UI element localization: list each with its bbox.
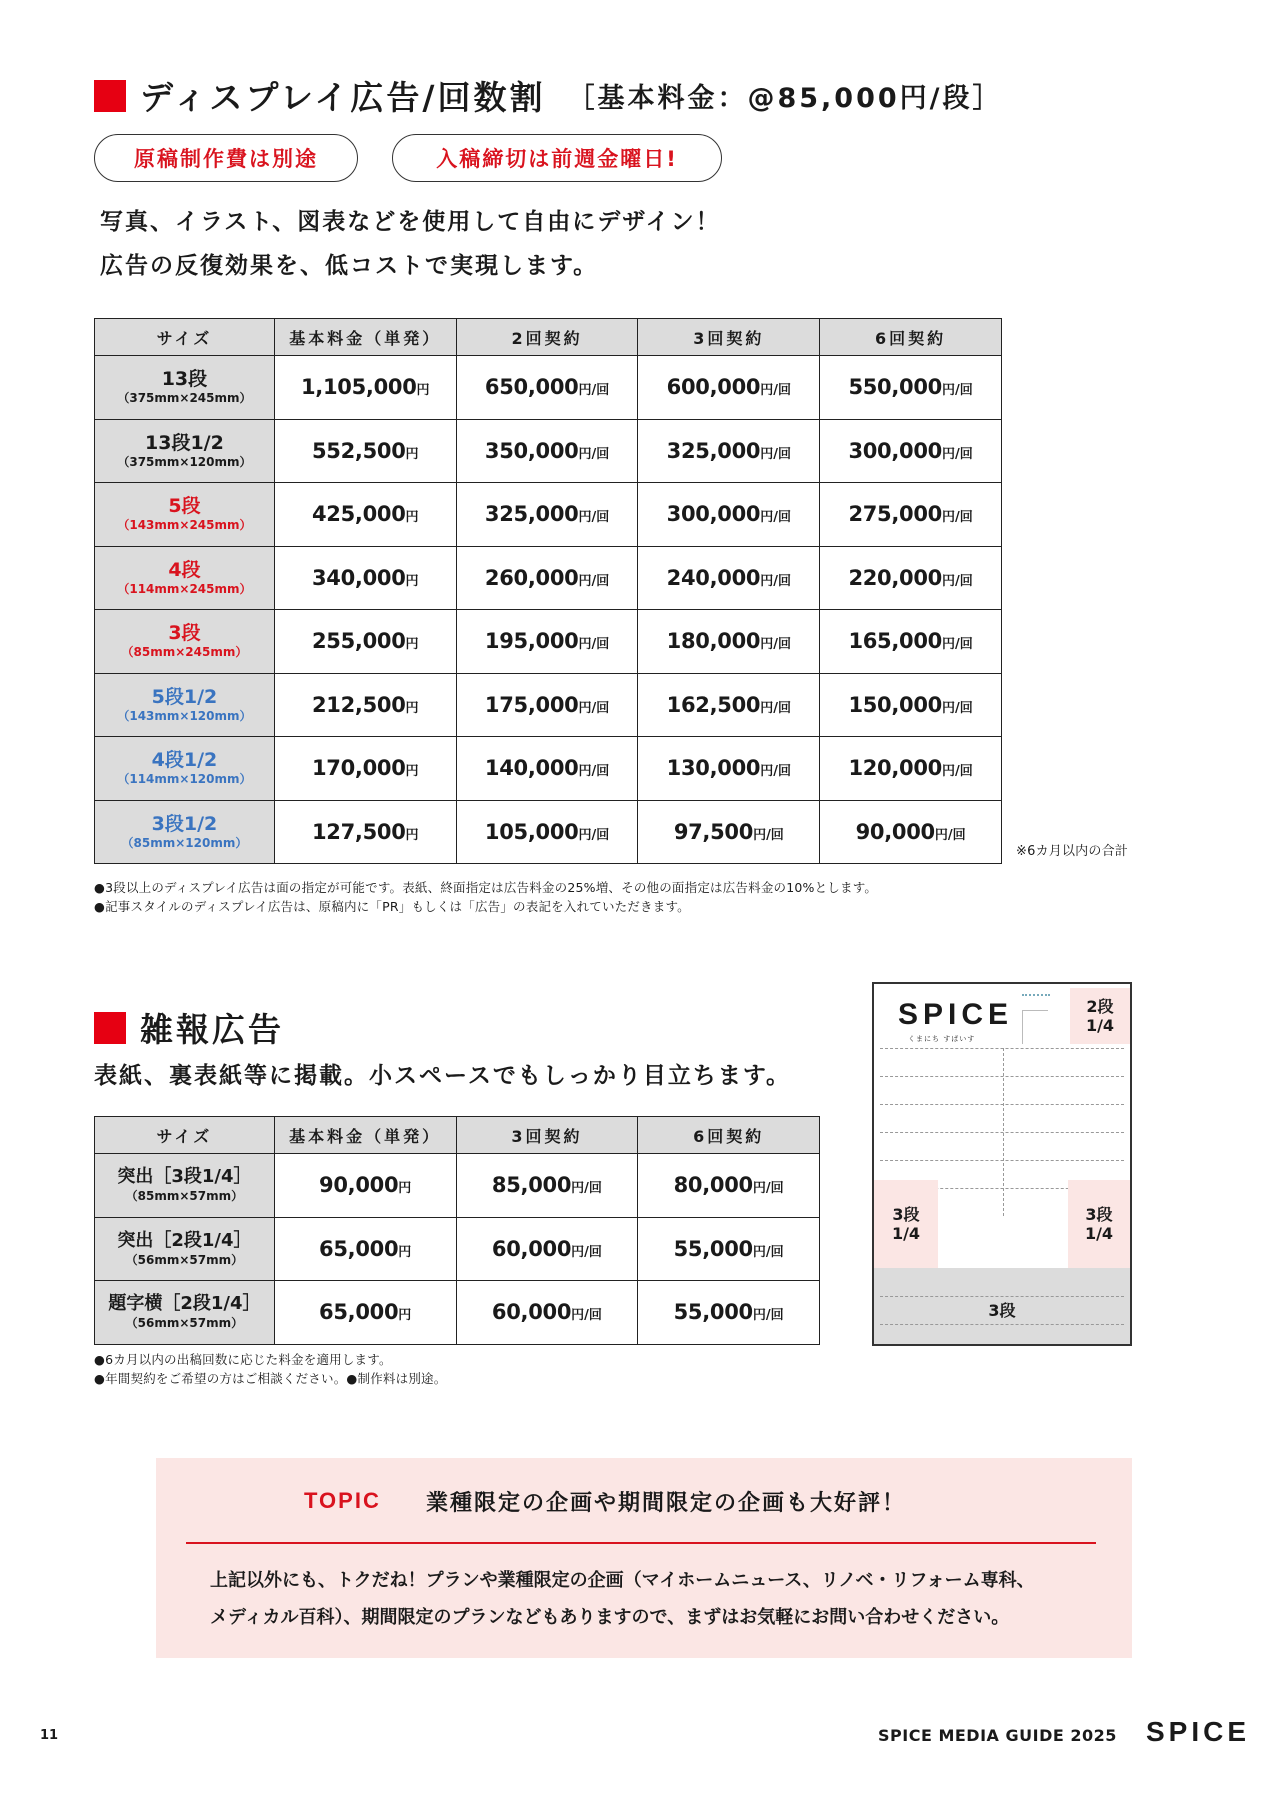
price-unit: 円/回 — [942, 764, 973, 780]
size-dimensions: （85mm×57mm） — [125, 1189, 244, 1204]
footer-guide-title: SPICE MEDIA GUIDE 2025 — [878, 1726, 1117, 1745]
price-value: 240,000 — [666, 565, 761, 590]
col-header: 基本料金（単発） — [274, 1117, 456, 1154]
price-unit: 円 — [416, 383, 430, 399]
price-cell — [638, 356, 820, 420]
price-cell — [456, 800, 638, 864]
price-value: 275,000 — [848, 502, 942, 527]
price-cell — [638, 610, 820, 674]
price-cell — [456, 737, 638, 801]
price-cell — [456, 1281, 638, 1345]
slot-3dan-label: 3段 — [988, 1301, 1016, 1320]
table-row — [95, 1154, 820, 1218]
price-value: 127,500 — [311, 819, 406, 844]
price-unit: 円/回 — [760, 764, 791, 780]
topic-body-line: メディカル百科）、期間限定のプランなどもありますので、まずはお気軽にお問い合わせください。 — [210, 1607, 1010, 1628]
price-cell — [456, 483, 638, 547]
topic-divider — [186, 1542, 1096, 1544]
lead-line: 広告の反復効果を、低コストで実現します。 — [100, 253, 599, 279]
price-cell — [820, 800, 1002, 864]
size-name: 3段1/2 — [151, 812, 218, 835]
price-unit: 円 — [405, 827, 419, 843]
price-cell — [638, 1217, 820, 1281]
price-cell — [274, 673, 456, 737]
price-cell — [456, 356, 638, 420]
size-name: 4段1/2 — [151, 749, 218, 772]
price-value: 130,000 — [666, 756, 761, 781]
misc-ad-price-table — [94, 1116, 820, 1345]
size-name: 題字横［2段1/4］ — [108, 1293, 261, 1315]
size-dimensions: （375mm×245mm） — [117, 391, 252, 406]
price-cell — [274, 737, 456, 801]
col-header: 6回契約 — [638, 1117, 820, 1154]
price-value: 260,000 — [484, 565, 579, 590]
price-cell — [638, 546, 820, 610]
price-cell — [456, 419, 638, 483]
table-row — [95, 546, 1002, 610]
price-cell — [456, 1154, 638, 1218]
price-value: 325,000 — [484, 502, 579, 527]
lead-line: 写真、イラスト、図表などを使用して自由にデザイン！ — [100, 209, 721, 235]
price-cell — [274, 1281, 456, 1345]
price-unit: 円/回 — [578, 383, 610, 399]
topic-body-line: 上記以外にも、トクだね！プランや業種限定の企画（マイホームニュース、リノベ・リフォーム専科、 — [210, 1570, 1035, 1591]
size-name: 3段 — [168, 622, 201, 645]
price-value: 85,000 — [491, 1173, 572, 1198]
table-row — [95, 610, 1002, 674]
size-dimensions: （85mm×245mm） — [121, 645, 248, 660]
section2-lead: 表紙、裏表紙等に掲載。小スペースでもしっかり目立ちます。 — [94, 1063, 792, 1089]
size-dimensions: （375mm×120mm） — [117, 454, 252, 469]
price-value: 650,000 — [484, 375, 579, 400]
six-month-note: ※6カ月以内の合計 — [1016, 844, 1128, 859]
price-cell — [638, 419, 820, 483]
price-value: 65,000 — [319, 1300, 399, 1325]
price-value: 60,000 — [491, 1236, 572, 1261]
price-cell — [274, 610, 456, 674]
price-unit: 円/回 — [760, 637, 791, 653]
price-value: 55,000 — [673, 1236, 753, 1261]
price-cell — [456, 610, 638, 674]
size-cell — [95, 610, 275, 674]
price-unit: 円/回 — [942, 637, 973, 653]
size-dimensions: （143mm×120mm） — [117, 708, 252, 723]
size-cell — [95, 1154, 275, 1218]
section1-lead — [100, 200, 721, 288]
price-value: 150,000 — [848, 692, 942, 717]
table-header-row — [95, 1117, 820, 1154]
price-unit: 円/回 — [942, 700, 973, 716]
price-cell — [274, 483, 456, 547]
price-unit: 円/回 — [942, 573, 973, 589]
table-row — [95, 419, 1002, 483]
size-cell — [95, 546, 275, 610]
section1-title: ディスプレイ広告/回数割 — [140, 78, 546, 117]
price-value: 340,000 — [311, 565, 406, 590]
col-header: サイズ — [95, 319, 275, 356]
price-value: 255,000 — [311, 629, 406, 654]
price-unit: 円/回 — [578, 827, 610, 843]
price-unit: 円/回 — [578, 764, 610, 780]
price-unit: 円/回 — [760, 573, 791, 589]
price-cell — [820, 356, 1002, 420]
display-ad-price-table — [94, 318, 1002, 864]
production-fee-pill: 原稿制作費は別途 — [94, 134, 358, 182]
size-name: 13段1/2 — [145, 431, 224, 454]
price-value: 105,000 — [484, 819, 579, 844]
col-header: サイズ — [95, 1117, 275, 1154]
price-cell — [274, 800, 456, 864]
topic-label: TOPIC — [304, 1488, 381, 1513]
price-value: 425,000 — [311, 502, 406, 527]
price-value: 300,000 — [666, 502, 761, 527]
size-name: 5段1/2 — [151, 685, 218, 708]
size-cell — [95, 1281, 275, 1345]
price-unit: 円/回 — [571, 1244, 602, 1260]
price-cell — [638, 800, 820, 864]
section2-title: 雑報広告 — [140, 1010, 284, 1049]
page-layout-diagram — [872, 982, 1132, 1346]
section2-notes — [94, 1350, 446, 1388]
price-value: 60,000 — [491, 1300, 572, 1325]
price-value: 220,000 — [848, 565, 942, 590]
page-number: 11 — [40, 1728, 59, 1743]
size-cell — [95, 673, 275, 737]
price-unit: 円 — [405, 764, 419, 780]
price-unit: 円/回 — [752, 1244, 784, 1260]
price-cell — [820, 673, 1002, 737]
diagram-logo: SPICE — [898, 998, 1014, 1031]
price-unit: 円 — [405, 510, 419, 526]
price-unit: 円 — [405, 446, 419, 462]
price-value: 90,000 — [855, 819, 935, 844]
price-value: 1,105,000 — [301, 375, 417, 400]
price-unit: 円/回 — [578, 637, 610, 653]
topic-body — [210, 1562, 1035, 1636]
price-unit: 円/回 — [942, 510, 973, 526]
price-cell — [820, 737, 1002, 801]
size-cell — [95, 483, 275, 547]
price-cell — [274, 1154, 456, 1218]
table-row — [95, 737, 1002, 801]
price-unit: 円/回 — [760, 383, 791, 399]
col-header: 3回契約 — [456, 1117, 638, 1154]
price-value: 195,000 — [484, 629, 579, 654]
section-marker — [94, 1012, 126, 1044]
size-name: 突出［2段1/4］ — [117, 1229, 252, 1251]
price-value: 120,000 — [848, 756, 942, 781]
diagram-tagline: くまにち すぱいす — [908, 1035, 976, 1043]
price-unit: 円/回 — [571, 1308, 602, 1324]
diagram-masthead-info — [1022, 1010, 1048, 1044]
price-cell — [274, 356, 456, 420]
size-cell — [95, 356, 275, 420]
size-name: 5段 — [168, 495, 201, 518]
price-cell — [820, 610, 1002, 674]
price-unit: 円/回 — [578, 573, 610, 589]
price-cell — [274, 1217, 456, 1281]
size-name: 突出［3段1/4］ — [117, 1166, 252, 1188]
price-value: 80,000 — [673, 1173, 753, 1198]
price-cell — [274, 546, 456, 610]
price-unit: 円/回 — [760, 510, 791, 526]
price-unit: 円 — [398, 1244, 412, 1260]
price-unit: 円/回 — [934, 827, 966, 843]
price-value: 97,500 — [673, 819, 754, 844]
price-unit: 円 — [398, 1308, 412, 1324]
size-dimensions: （114mm×245mm） — [117, 581, 252, 596]
col-header: 3回契約 — [638, 319, 820, 356]
price-cell — [456, 546, 638, 610]
note-line: ●3段以上のディスプレイ広告は面の指定が可能です。表紙、終面指定は広告料金の25%増、その他の面指定は広告料金の10%とします。 — [94, 880, 878, 895]
topic-box — [156, 1458, 1132, 1658]
price-unit: 円 — [398, 1181, 412, 1197]
price-value: 65,000 — [319, 1236, 399, 1261]
price-cell — [820, 419, 1002, 483]
size-cell — [95, 419, 275, 483]
slot-2dan-quarter-top-right: 2段 1/4 — [1070, 988, 1130, 1044]
price-value: 140,000 — [484, 756, 579, 781]
price-value: 300,000 — [848, 438, 942, 463]
price-cell — [820, 546, 1002, 610]
price-unit: 円/回 — [578, 446, 610, 462]
price-cell — [274, 419, 456, 483]
price-value: 55,000 — [673, 1300, 753, 1325]
price-unit: 円/回 — [753, 827, 784, 843]
note-line: ●記事スタイルのディスプレイ広告は、原稿内に「PR」もしくは「広告」の表記を入れていただきます。 — [94, 899, 690, 914]
price-unit: 円/回 — [752, 1181, 784, 1197]
price-unit: 円/回 — [942, 446, 973, 462]
table-row — [95, 1217, 820, 1281]
price-value: 175,000 — [484, 692, 579, 717]
price-value: 552,500 — [311, 438, 406, 463]
price-unit: 円 — [405, 700, 419, 716]
size-name: 4段 — [168, 558, 201, 581]
table-row — [95, 356, 1002, 420]
size-cell — [95, 1217, 275, 1281]
price-unit: 円/回 — [760, 446, 791, 462]
price-unit: 円/回 — [578, 700, 610, 716]
section1-notes — [94, 878, 1094, 916]
price-value: 165,000 — [848, 629, 942, 654]
col-header: 6回契約 — [820, 319, 1002, 356]
price-value: 180,000 — [666, 629, 761, 654]
size-cell — [95, 800, 275, 864]
size-dimensions: （56mm×57mm） — [125, 1252, 244, 1267]
section1-heading — [94, 72, 1003, 119]
price-unit: 円/回 — [942, 383, 973, 399]
price-cell — [638, 483, 820, 547]
size-dimensions: （56mm×57mm） — [125, 1316, 244, 1331]
topic-title: 業種限定の企画や期間限定の企画も大好評！ — [426, 1491, 907, 1516]
size-dimensions: （143mm×245mm） — [117, 518, 252, 533]
table-row — [95, 1281, 820, 1345]
price-unit: 円 — [405, 637, 419, 653]
table-row — [95, 483, 1002, 547]
price-cell — [638, 673, 820, 737]
price-cell — [638, 1154, 820, 1218]
price-cell — [638, 737, 820, 801]
price-unit: 円/回 — [752, 1308, 784, 1324]
col-header: 2回契約 — [456, 319, 638, 356]
diagram-masthead-decoration — [1022, 994, 1050, 1008]
price-value: 350,000 — [484, 438, 579, 463]
section1-subtitle: ［基本料金：@85,000円/段］ — [567, 83, 1003, 114]
deadline-pill: 入稿締切は前週金曜日! — [392, 134, 722, 182]
section2-heading — [94, 1004, 284, 1051]
table-row — [95, 673, 1002, 737]
table-row — [95, 800, 1002, 864]
price-value: 162,500 — [666, 692, 761, 717]
price-unit: 円/回 — [578, 510, 610, 526]
section-marker — [94, 80, 126, 112]
price-value: 90,000 — [319, 1173, 399, 1198]
slot-3dan-quarter-left: 3段 1/4 — [874, 1180, 938, 1268]
price-value: 550,000 — [848, 375, 942, 400]
price-unit: 円 — [405, 573, 419, 589]
note-line: ●6カ月以内の出稿回数に応じた料金を適用します。 — [94, 1352, 392, 1367]
col-header: 基本料金（単発） — [274, 319, 456, 356]
slot-3dan-quarter-right: 3段 1/4 — [1068, 1180, 1130, 1268]
price-unit: 円/回 — [571, 1181, 602, 1197]
price-cell — [820, 483, 1002, 547]
size-dimensions: （85mm×120mm） — [121, 835, 248, 850]
price-unit: 円/回 — [760, 700, 791, 716]
footer-logo: SPICE — [1146, 1716, 1251, 1747]
price-value: 212,500 — [311, 692, 406, 717]
price-cell — [456, 673, 638, 737]
size-dimensions: （114mm×120mm） — [117, 772, 252, 787]
price-value: 325,000 — [666, 438, 761, 463]
price-value: 600,000 — [666, 375, 761, 400]
note-line: ●年間契約をご希望の方はご相談ください。●制作料は別途。 — [94, 1371, 447, 1386]
table-header-row — [95, 319, 1002, 356]
size-cell — [95, 737, 275, 801]
price-value: 170,000 — [311, 756, 406, 781]
size-name: 13段 — [161, 368, 208, 391]
price-cell — [456, 1217, 638, 1281]
price-cell — [638, 1281, 820, 1345]
